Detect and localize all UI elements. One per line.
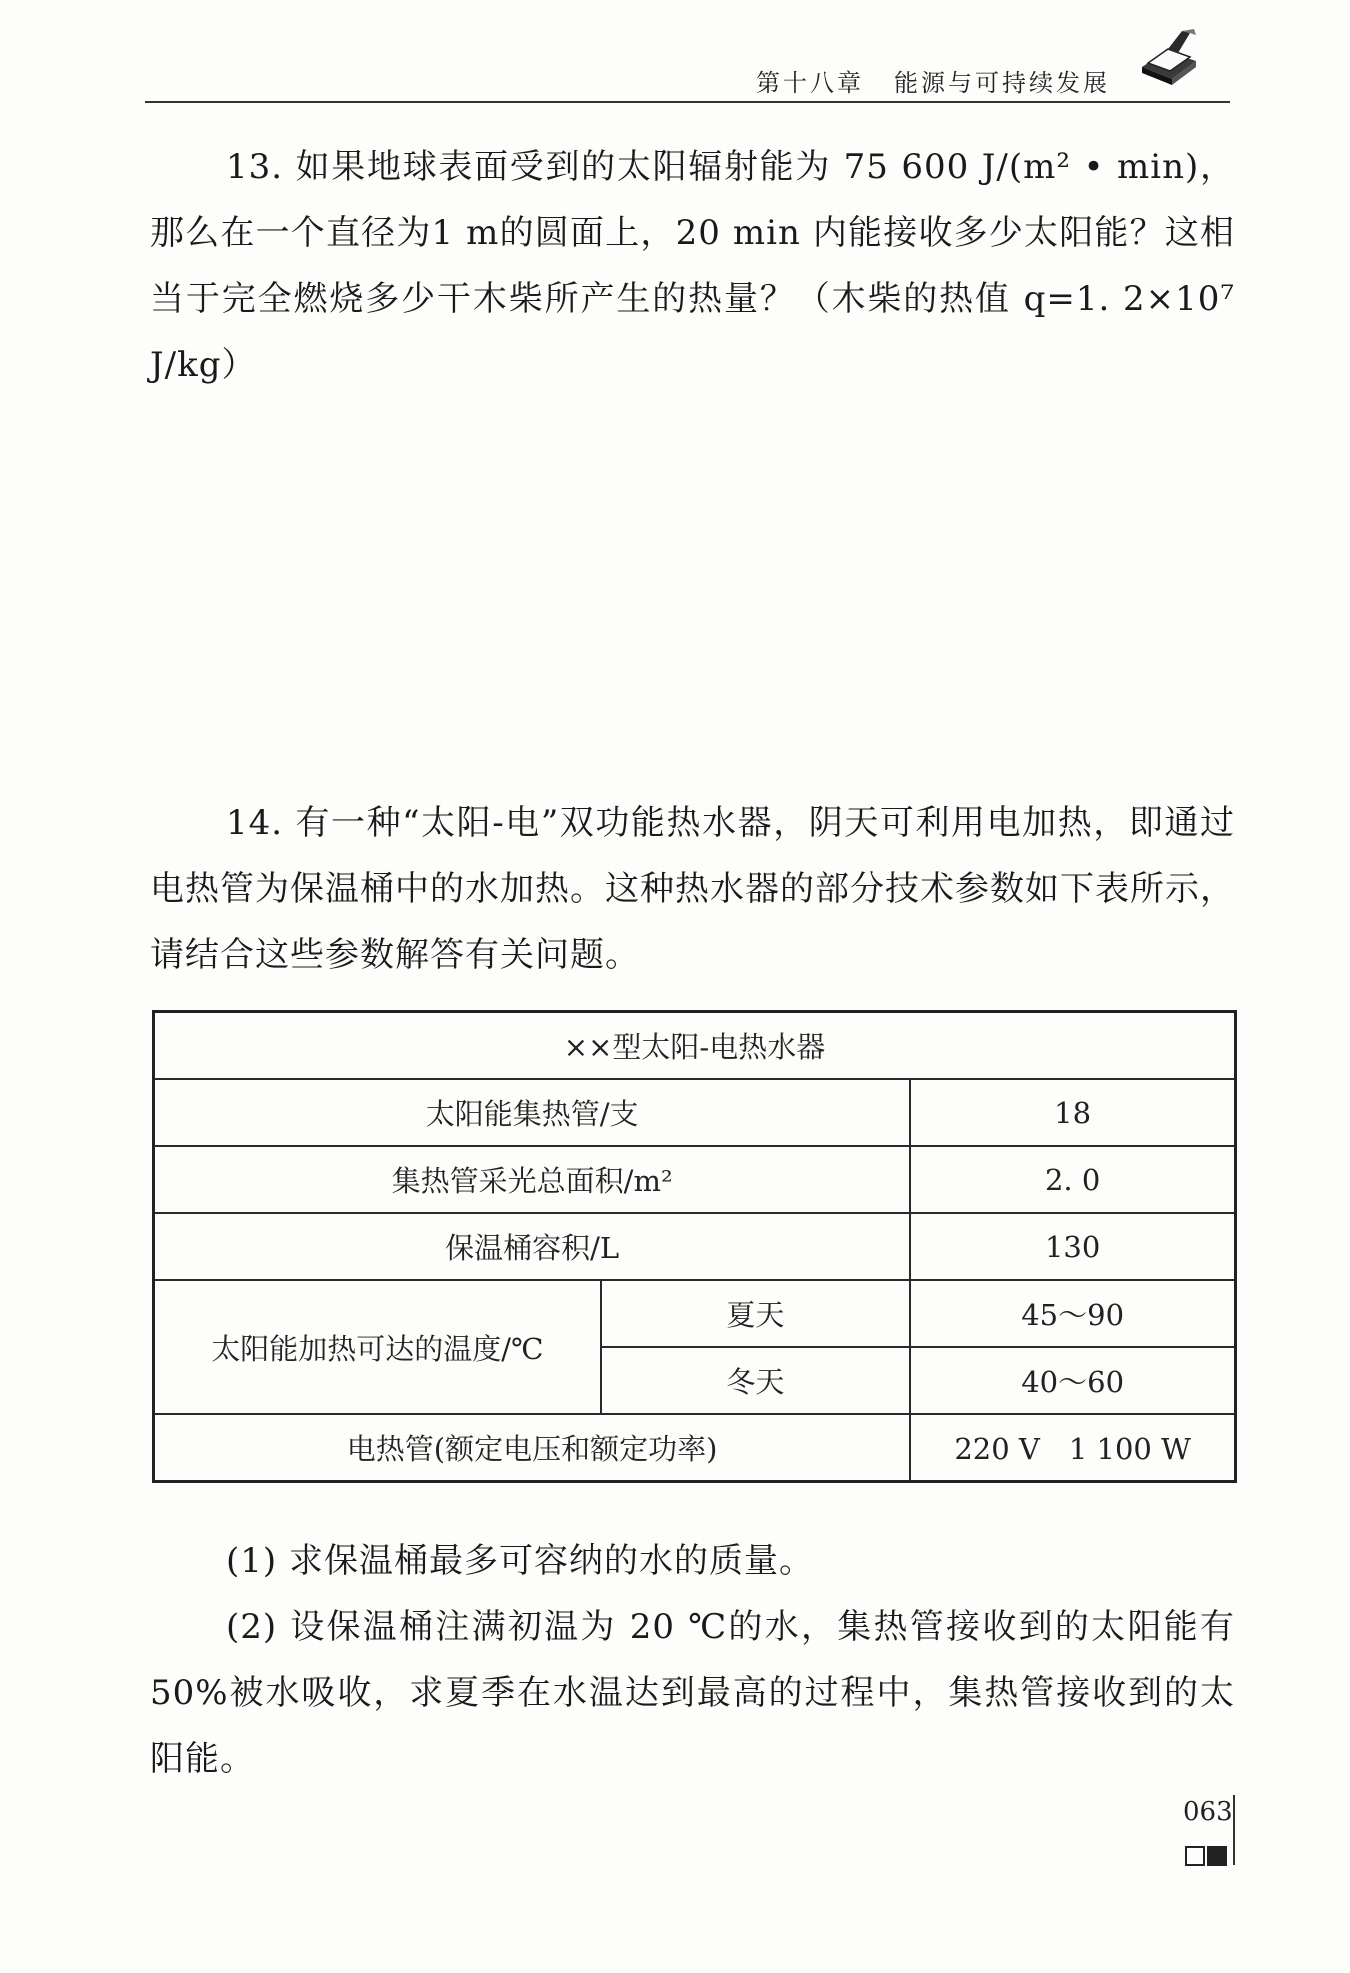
table-row-label: 集热管采光总面积/m²: [154, 1146, 911, 1213]
table-row: [154, 1414, 1236, 1482]
subquestion-2-text: (2) 设保温桶注满初温为 20 ℃的水，集热管接收到的太阳能有 50%被水吸收，求夏季在水温达到最高的过程中，集热管接收到的太阳能。: [150, 1607, 1235, 1779]
footer-square-filled: [1207, 1846, 1227, 1866]
chapter-title: 能源与可持续发展: [894, 69, 1110, 97]
question-14: [150, 790, 1235, 988]
table-title: ××型太阳-电热水器: [154, 1012, 1236, 1080]
season-summer-label: 夏天: [601, 1280, 911, 1347]
subquestion-1: [150, 1528, 1235, 1594]
table-row-value: 130: [910, 1213, 1235, 1280]
heater-label: 电热管(额定电压和额定功率): [154, 1414, 911, 1482]
table-row-value: 2. 0: [910, 1146, 1235, 1213]
footer-square-hollow: [1185, 1846, 1205, 1866]
table-row-label: 太阳能集热管/支: [154, 1079, 911, 1146]
question-13-text: 如果地球表面受到的太阳辐射能为 75 600 J/(m² • min)，那么在一个直径为1 m的圆面上，20 min 内能接收多少太阳能？这相当于完全燃烧多少干木柴所产生的热量？（木柴的热值 q=1. 2×10⁷ J/kg）: [150, 147, 1236, 385]
heater-value: 220 V 1 100 W: [910, 1414, 1235, 1482]
footer-rule: [1233, 1795, 1235, 1865]
chapter-number: 第十八章: [756, 69, 864, 97]
chapter-heading: [756, 63, 1110, 98]
question-14-number: 14.: [226, 803, 284, 843]
question-13: [150, 134, 1235, 398]
season-winter-label: 冬天: [601, 1347, 911, 1414]
spec-table: [152, 1010, 1237, 1483]
table-title-row: [154, 1012, 1236, 1080]
season-summer-value: 45～90: [910, 1280, 1235, 1347]
temperature-label: 太阳能加热可达的温度/℃: [154, 1280, 601, 1414]
header-rule: [145, 101, 1230, 103]
subquestion-1-text: (1) 求保温桶最多可容纳的水的质量。: [226, 1541, 814, 1581]
table-row-summer: [154, 1280, 1236, 1347]
table-row-label: 保温桶容积/L: [154, 1213, 911, 1280]
table-row: [154, 1146, 1236, 1213]
running-header: [145, 55, 1230, 103]
season-winter-value: 40～60: [910, 1347, 1235, 1414]
question-14-text: 有一种“太阳-电”双功能热水器，阴天可利用电加热，即通过电热管为保温桶中的水加热。这种热水器的部分技术参数如下表所示，请结合这些参数解答有关问题。: [150, 803, 1235, 975]
table-row: [154, 1079, 1236, 1146]
question-13-number: 13.: [226, 147, 284, 187]
page-number: 063: [1183, 1797, 1233, 1827]
book-icon: [1138, 27, 1200, 89]
table-row-value: 18: [910, 1079, 1235, 1146]
subquestion-2: [150, 1594, 1235, 1792]
table-row: [154, 1213, 1236, 1280]
